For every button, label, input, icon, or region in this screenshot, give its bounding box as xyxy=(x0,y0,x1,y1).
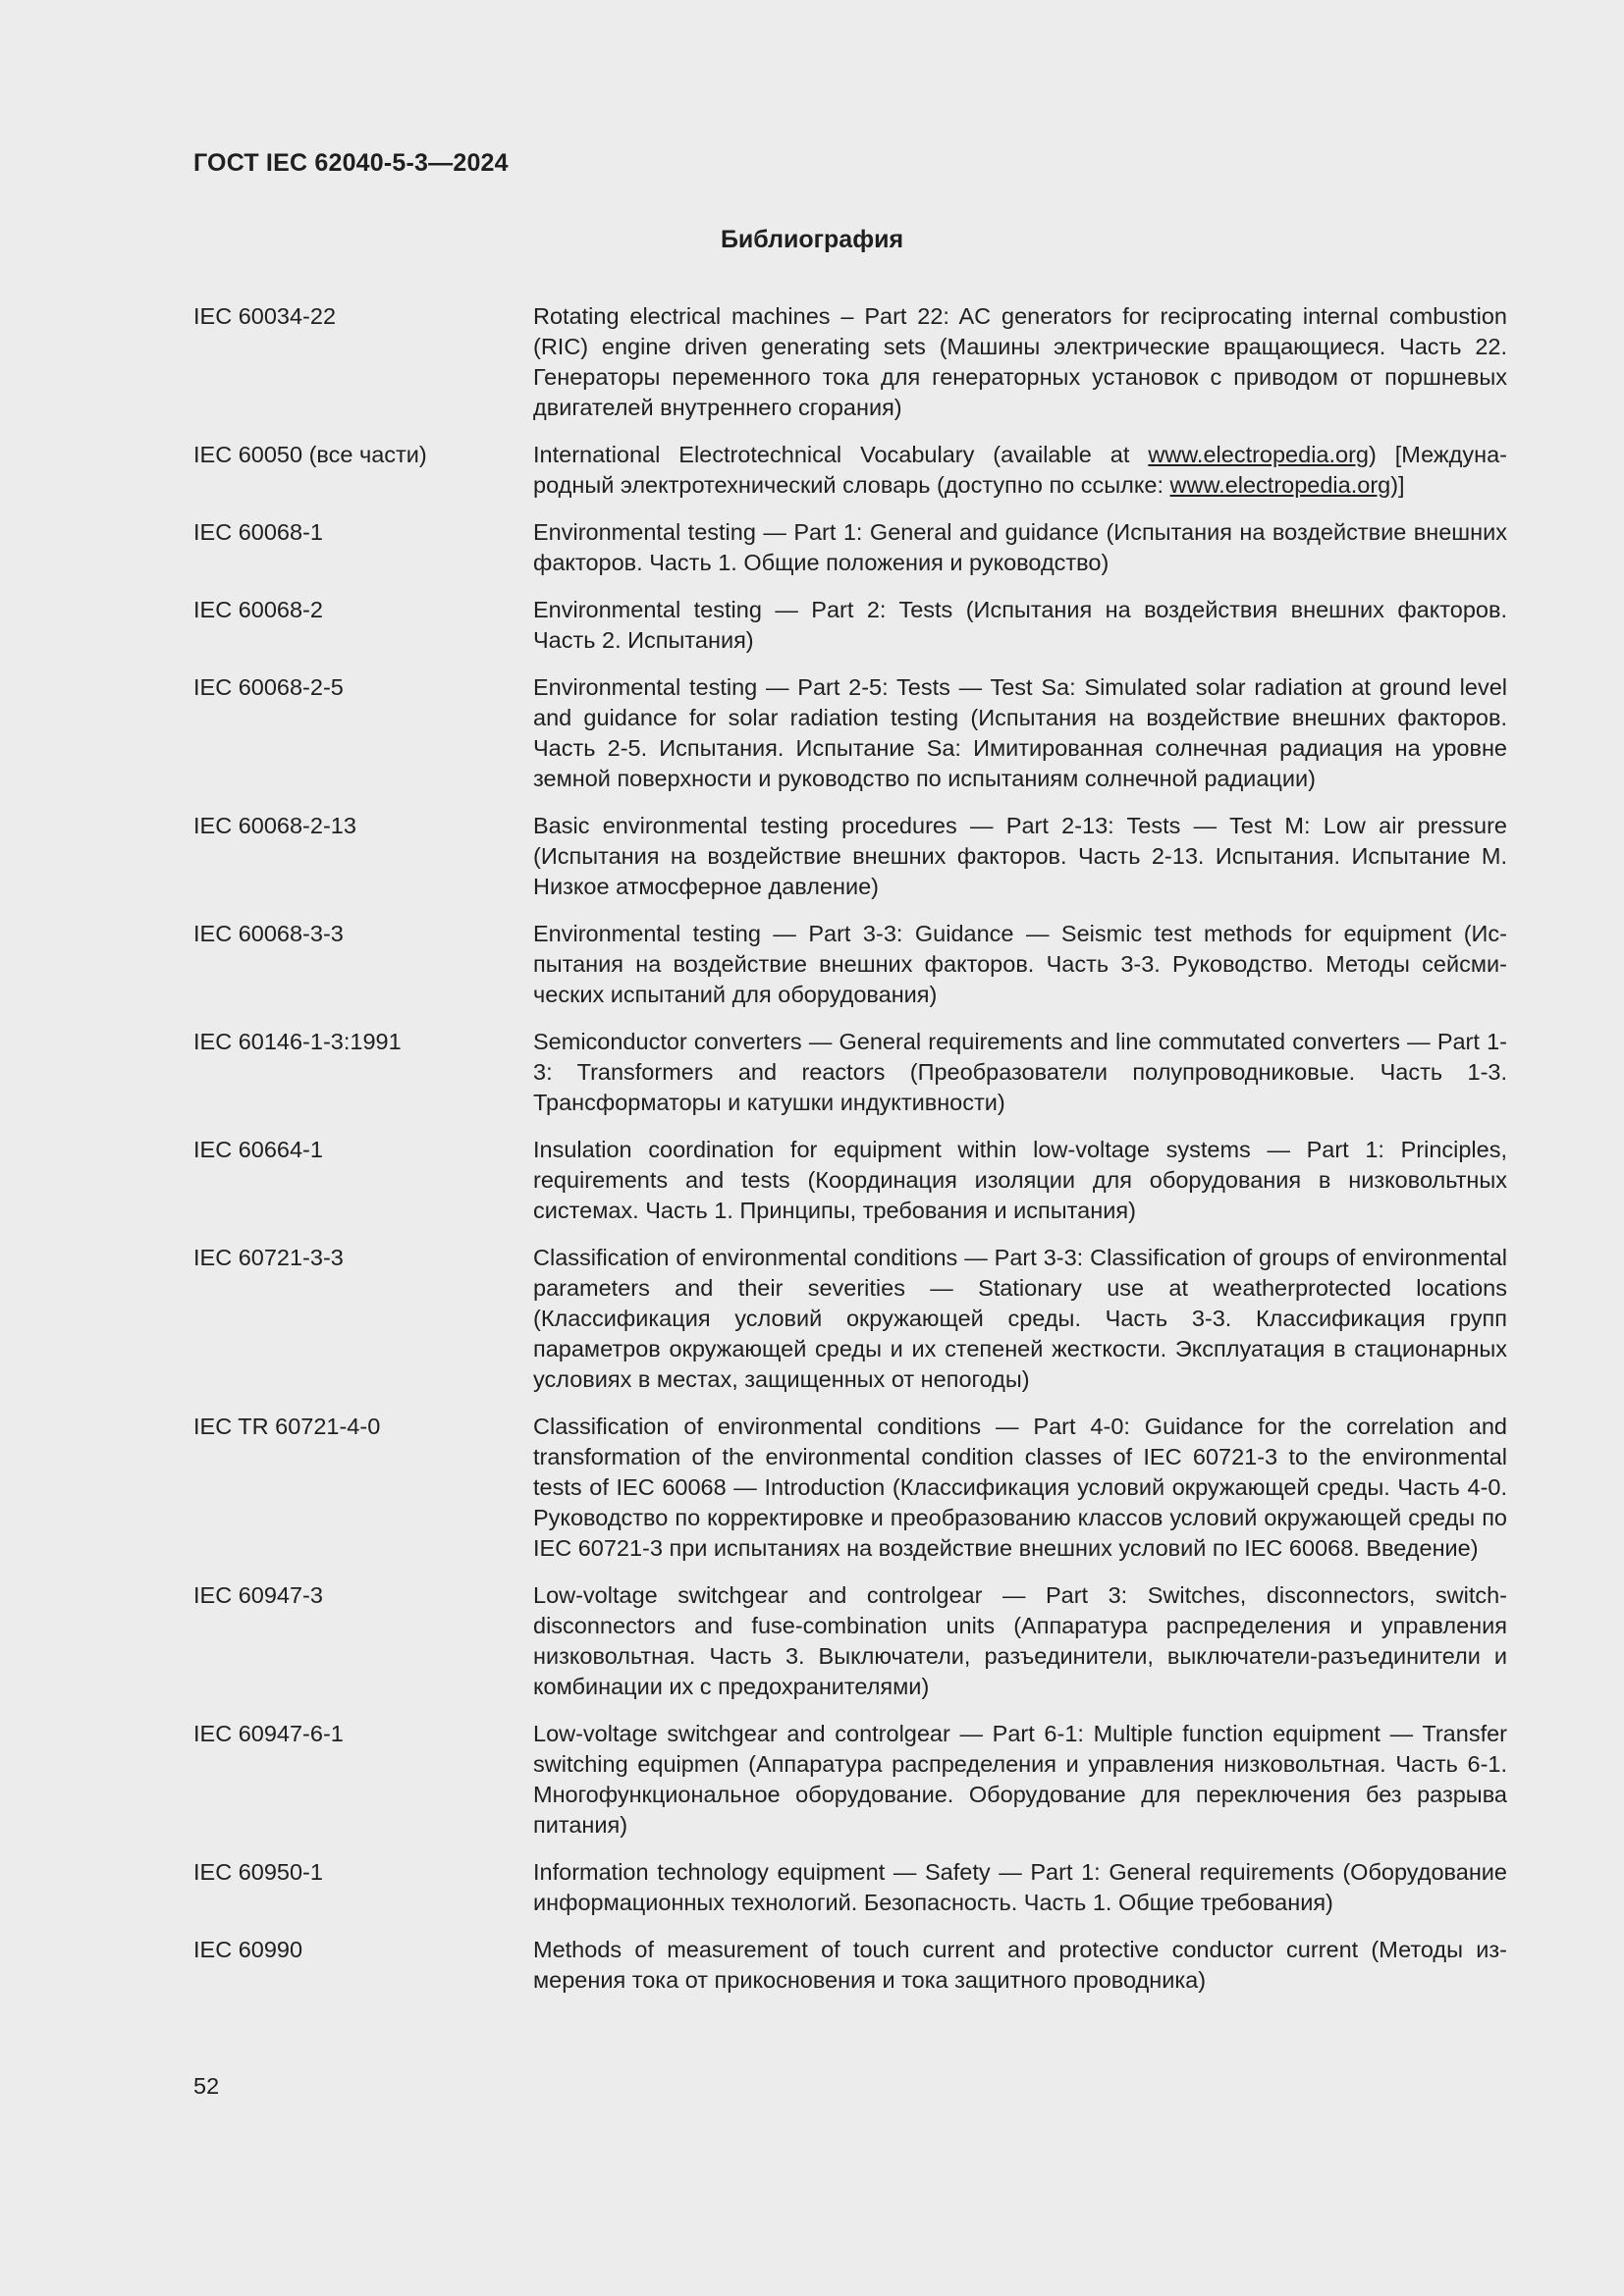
bibliography-entry xyxy=(193,672,1507,794)
bibliography-entry xyxy=(193,1935,1507,1996)
standard-title: Semiconductor converters — General requirements and line commutated converters — Part 1-3: Transformers and reactors (Преобразователи полупроводниковые. Часть 1-3. Трансформаторы и катушки индуктивности) xyxy=(533,1029,1507,1115)
standard-code: IEC 60664-1 xyxy=(193,1137,323,1162)
standard-title: Low-voltage switchgear and controlgear — Part 6-1: Multiple function equipment — Transfer switching equipmen (Аппаратура распределения и управления низковольтная. Часть 6-1. Многофункциональное оборудование. Оборудование для переключения без разрыва питания) xyxy=(533,1721,1507,1838)
standard-title xyxy=(533,440,1507,501)
electropedia-link[interactable]: www.electropedia.org xyxy=(1148,442,1369,467)
standard-title: Basic environmental testing procedures — Part 2-13: Tests — Test M: Low air pressure (Испытания на воздействие внешних факторов. Часть 2-13. Испытания. Испытание M. Низкое атмосферное давление) xyxy=(533,813,1507,899)
standard-code: IEC 60068-2-5 xyxy=(193,674,344,700)
standard-title: Environmental testing — Part 2: Tests (Испытания на воздействия внешних факторов. Часть 2. Испытания) xyxy=(533,597,1507,653)
bibliography-entry xyxy=(193,1719,1507,1841)
bibliography-entry xyxy=(193,1857,1507,1918)
bibliography-entry xyxy=(193,811,1507,902)
standard-code: IEC 60068-2-13 xyxy=(193,813,356,838)
standard-title: Classification of environmental conditions — Part 4-0: Guidance for the correlation and transformation of the environmental condition classes of IEC 60721-3 to the environmental tests of IEC 60068 — Introduction (Классификация условий окружающей среды. Часть 4-0. Руководство по корректировке и преобразованию классов условий окружающей среды по IEC 60721-3 при испытаниях на воздействие внешних условий по IEC 60068. Введение) xyxy=(533,1414,1507,1561)
bibliography-entry xyxy=(193,1243,1507,1395)
standard-code: IEC 60947-3 xyxy=(193,1582,323,1608)
title-text: International Electrotechnical Vocabulary (available at xyxy=(533,442,1149,467)
standard-code: IEC TR 60721-4-0 xyxy=(193,1414,381,1439)
standard-title: Information technology equipment — Safety — Part 1: General requirements (Оборудование информационных технологий. Безопасность. Часть 1. Общие требования) xyxy=(533,1859,1507,1915)
title-text: )] xyxy=(1390,472,1405,498)
bibliography-entry xyxy=(193,595,1507,656)
standard-code: IEC 60068-1 xyxy=(193,519,323,545)
standard-code: IEC 60950-1 xyxy=(193,1859,323,1885)
standard-title: Insulation coordination for equipment within low-voltage systems — Part 1: Principles, requirements and tests (Координация изоляции для оборудования в низковольтных системах. Часть 1. Принципы, требования и испытания) xyxy=(533,1137,1507,1223)
standard-title: Environmental testing — Part 1: General and guidance (Испытания на воздействие внешних факторов. Часть 1. Общие положения и руководство) xyxy=(533,519,1507,575)
bibliography-entry xyxy=(193,440,1507,501)
document-header: ГОСТ IEC 62040-5-3—2024 xyxy=(193,149,509,177)
standard-title: Environmental testing — Part 3-3: Guidance — Seismic test methods for equipment (Испытания на воздействие внешних факторов. Часть 3-3. Руководство. Методы сейсмических испытаний для оборудования) xyxy=(533,921,1507,1007)
standard-title: Methods of measurement of touch current and protective conductor current (Методы измерения тока от прикосновения и тока защитного проводника) xyxy=(533,1937,1507,1993)
standard-code: IEC 60990 xyxy=(193,1937,303,1962)
standard-code: IEC 60146-1-3:1991 xyxy=(193,1029,402,1054)
section-title: Библиография xyxy=(720,226,904,253)
standard-title: Environmental testing — Part 2-5: Tests — Test Sa: Simulated solar radiation at ground level and guidance for solar radiation testing (Испытания на воздействие внешних факторов. Часть 2-5. Испытания. Испытание Sa: Имитированная солнечная радиация на уровне земной поверхности и руководство по испытаниям солнечной радиации) xyxy=(533,674,1507,791)
bibliography-entry xyxy=(193,517,1507,578)
bibliography-list xyxy=(193,301,1507,2012)
page-number: 52 xyxy=(193,2073,220,2099)
standard-code: IEC 60068-3-3 xyxy=(193,921,344,946)
bibliography-entry xyxy=(193,1027,1507,1118)
standard-title: Low-voltage switchgear and controlgear — Part 3: Switches, disconnectors, switch-disconnectors and fuse-combination units (Аппаратура распределения и управления низковольтная. Часть 3. Выключатели, разъединители, выключатели-разъединители и комбинации их с предохранителями) xyxy=(533,1582,1507,1699)
standard-code: IEC 60050 (все части) xyxy=(193,442,427,467)
standard-title: Rotating electrical machines – Part 22: AC generators for reciprocating internal combustion (RIC) engine driven generating sets (Машины электрические вращающиеся. Часть 22. Генераторы переменного тока для генераторных установок с приводом от поршневых двигателей внутреннего сгорания) xyxy=(533,303,1507,420)
electropedia-link[interactable]: www.electropedia.org xyxy=(1169,472,1391,498)
standard-code: IEC 60721-3-3 xyxy=(193,1245,344,1270)
standard-code: IEC 60068-2 xyxy=(193,597,323,622)
bibliography-entry xyxy=(193,1580,1507,1702)
bibliography-entry xyxy=(193,919,1507,1010)
standard-title: Classification of environmental conditions — Part 3-3: Classification of groups of environmental parameters and their severities — Stationary use at weatherprotected locations (Классификация условий окружающей среды. Часть 3-3. Классификация групп параметров окружающей среды и их степеней жесткости. Эксплуатация в стационарных условиях в местах, защищенных от непогоды) xyxy=(533,1245,1507,1392)
bibliography-entry xyxy=(193,1412,1507,1564)
standard-code: IEC 60947-6-1 xyxy=(193,1721,344,1746)
bibliography-entry xyxy=(193,301,1507,423)
standard-code: IEC 60034-22 xyxy=(193,303,337,329)
bibliography-entry xyxy=(193,1135,1507,1226)
title-text: ) [Международный электротехнический словарь (доступно по ссылке: xyxy=(533,442,1507,498)
